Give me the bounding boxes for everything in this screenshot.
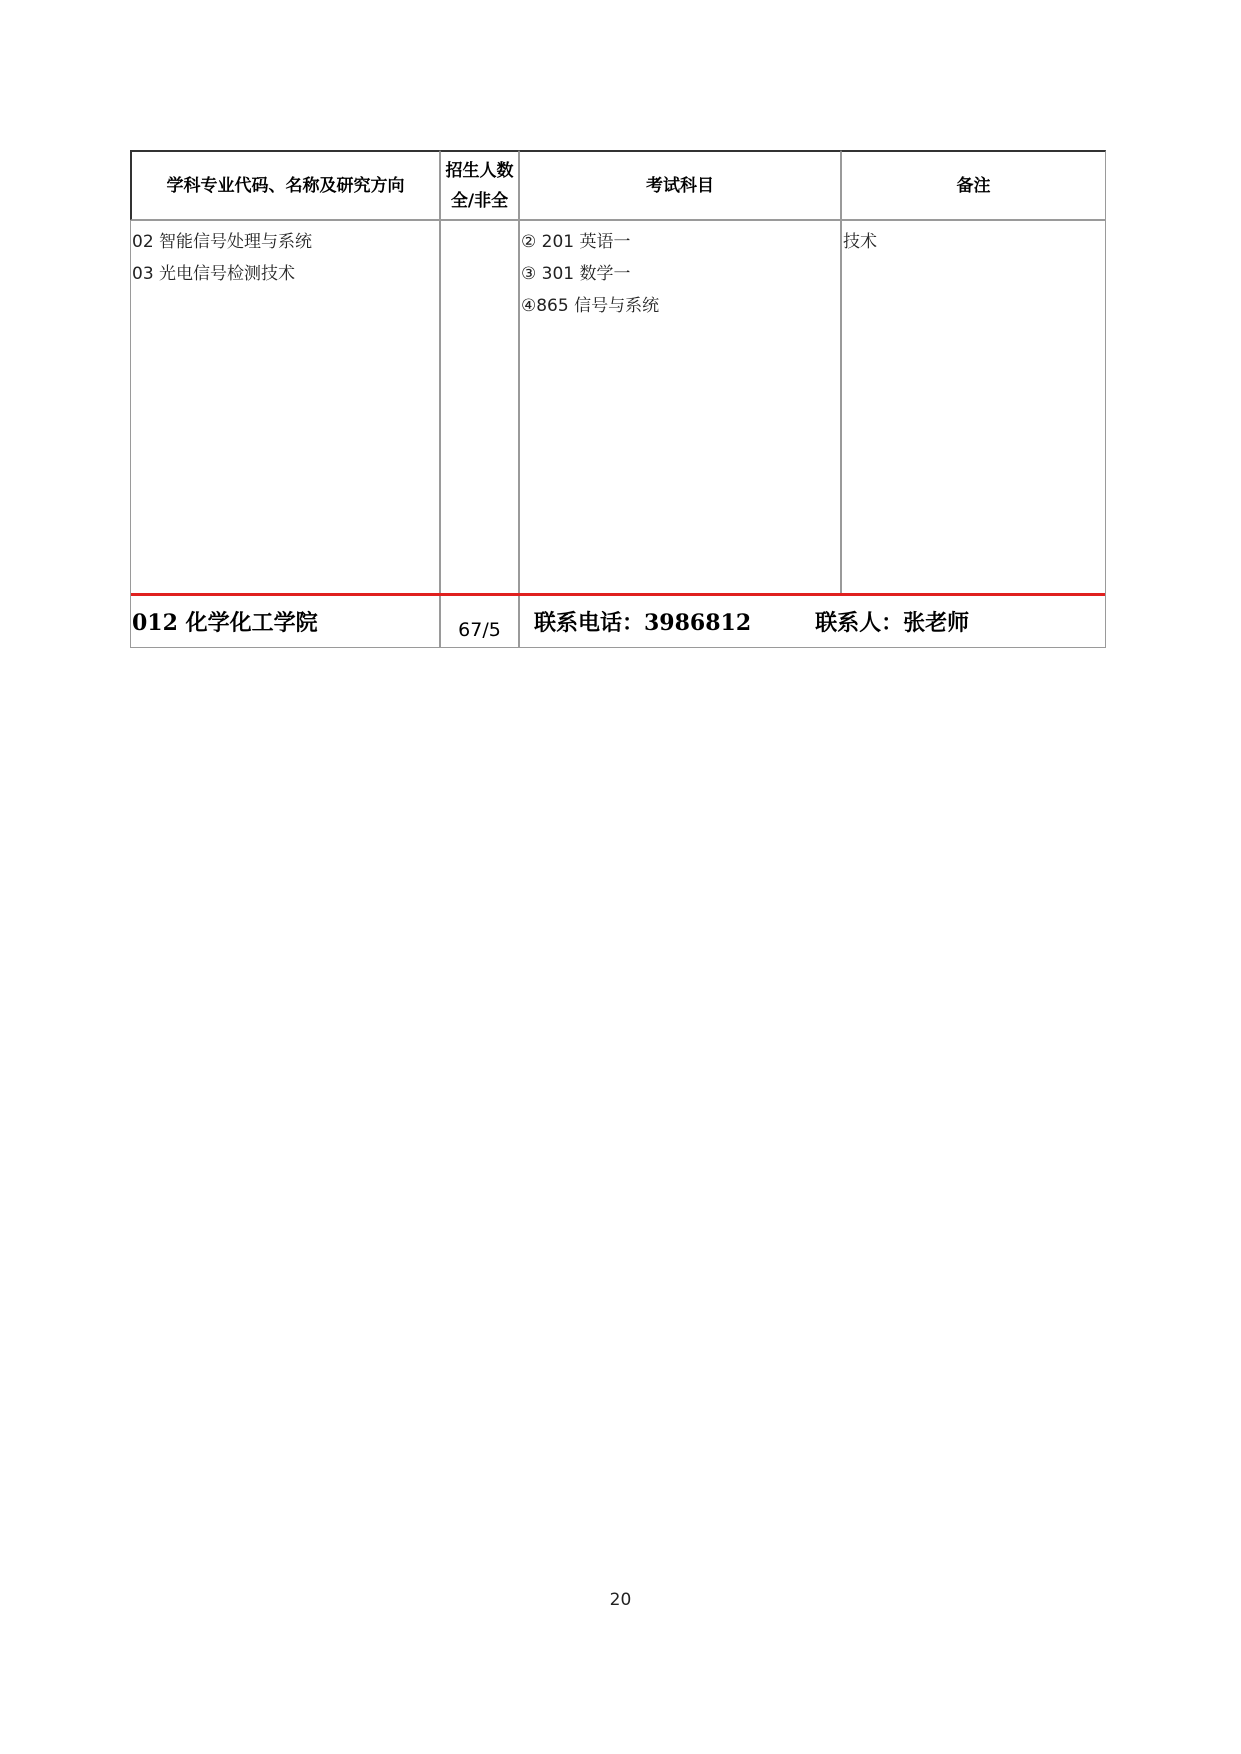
cell-remarks: 技术	[841, 220, 1106, 595]
contact-info	[519, 595, 1106, 648]
page-number: 20	[609, 1590, 632, 1610]
cell-exam-subjects	[519, 220, 841, 595]
header-exam-subjects: 考试科目	[519, 150, 841, 220]
enrollment-table	[130, 150, 1106, 648]
section-divider-red	[131, 593, 1105, 596]
cell-directions	[130, 220, 440, 595]
direction-item: 02 智能信号处理与系统	[132, 232, 313, 252]
subject-item: ② 201 英语一	[521, 232, 631, 252]
subject-item: ③ 301 数学一	[521, 264, 631, 284]
cell-enrollment	[440, 220, 519, 595]
header-discipline: 学科专业代码、名称及研究方向	[130, 150, 440, 220]
college-enrollment-count: 67/5	[440, 595, 519, 648]
direction-item: 03 光电信号检测技术	[132, 264, 296, 284]
contact-person: 联系人：张老师	[815, 610, 970, 636]
header-enrollment	[440, 150, 519, 220]
header-remarks: 备注	[841, 150, 1106, 220]
header-enrollment-line2: 全/非全	[450, 190, 509, 211]
header-enrollment-line1: 招生人数	[445, 160, 514, 181]
contact-phone: 联系电话：3986812	[534, 610, 752, 636]
college-name: 012 化学化工学院	[130, 595, 440, 648]
subject-item: ④865 信号与系统	[521, 296, 660, 316]
